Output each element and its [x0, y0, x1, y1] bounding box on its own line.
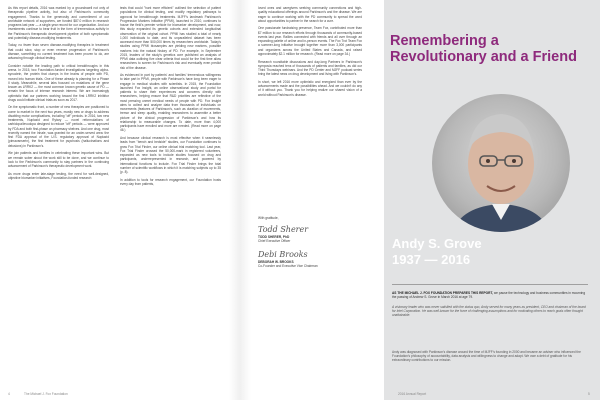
letter-paragraph: On the symptomatic front, a number of new therapies are positioned to come to market in the next two years, mostly new or drugs to address disabling motor complications, including "off" periods. In 2016, two new treatments, Nuplazid and Rytary — novel reformulations of carbidopa/levodopa designed to reduce "off" periods — were approved by FDA and both first-phase on pharmacy shelves. And one drug, most recently named the Inhale, was granted for an under-served area: the first FDA approval of the U.S. regulatory approval of Nuplazid (pimavanserin), the first treatment for psychosis (hallucinations and delusions) in Parkinson's.: [8, 105, 109, 148]
letter-column-2: [120, 6, 221, 190]
tribute-headline: Remembering a Revolutionary and a Friend: [390, 33, 577, 65]
letter-paragraph: Research roundtable discussions and day-long Partners in Parkinson's symposia reached tens of thousands of patients and families, as did our Third Thursdays webinars. And the PD Center and MJFF podcast series bring the latest news on drug development and living with Parkinson's.: [258, 59, 362, 77]
letter-paragraph: In addition to tools for research engagement, our Foundation hosts every day from patients,: [120, 177, 221, 186]
footer-title-right: 2016 Annual Report: [398, 392, 427, 396]
portrait-photo: [432, 94, 570, 232]
tribute-italic-paragraph: A visionary leader who was never satisfied with the status quo, Andy served for many years as president, CEO and chairman of the board for Intel Corporation. He was well-known for the force of challenging assumptions and for motivating others to reach goals often thought unattainable.: [392, 305, 586, 318]
letter-column-1: [8, 6, 109, 184]
letter-paragraph: We join patients and families in celebrating these important wins. But we remain sober about the work still to be done, and we continue to look to the Parkinson's community to stay partners in the continuing advancement of Parkinson's therapeutic development work.: [8, 151, 109, 169]
letter-paragraph: And because clinical research is most effective when it seamlessly leads from "bench and bedside" studies, our Foundation continues to grow Fox Trial Finder, our online clinical trial matching tool. Last year, Fox Trial Finder crossed the 50,000-mark in registered volunteers, expanded as new tools to include studies focused on drug and participants, underrepresented in research, and powered by international functions to include. Fox Trial Finder brings the total number of scientific workflows in which it is matching subjects up to 35 (p. 8).: [120, 136, 221, 175]
signer-name-todd: TODD SHERER, PhD: [258, 235, 290, 240]
letter-paragraph: loved ones and caregivers seeking community connections and high-quality educational offerings around Parkinson's and the disease. We are eager to continue working with the PD community to spread the word about opportunities to partner in the search for a cure.: [258, 6, 362, 23]
signer-name-debi: DEBORAH W. BROOKS: [258, 259, 294, 264]
tribute-name: Andy S. Grove: [392, 236, 482, 251]
letter-paragraph: As more drugs enter late-stage testing, the need for well-designed, objective biomarker initiatives, Foundation-funded research: [8, 171, 109, 180]
letter-paragraph: In short, we left 2016 more optimistic and energized than ever by the advancements made and the possibilities ahead. And we couldn't do any of it without you. Thank you for helping realize our shared vision of a world without Parkinson's disease.: [258, 79, 362, 97]
letter-paragraph: As this report details, 2016 was marked by a groundswell not only of therapeutic pipeline activity, but also of Parkinson's community engagement. Thanks to the generosity and commitment of our worldwide network of supporters, we funded $87.0 million in research programs last year — a single-year record for our organization. And our investments continue to bear fruit in the form of tremendous activity in the Parkinson's therapeutic development pipeline of both symptomatic and potentially disease-modifying treatments.: [8, 6, 109, 40]
sidebar-divider: [392, 284, 588, 285]
letter-paragraph: tests that could "hunt more efficient" outlined the selection of patient populations for clinical testing, and modify regulatory pathways to approval for breakthrough treatments. MJFF's landmark Parkinson's Progression Markers Initiative (PPMI), launched in 2010, continues to house the field's premier vehicle for biomarker development, and now, this study expanded its genetic cohorts and extended longitudinal observation of the original cohort. PPMI has studied a total of nearly 1,000 individuals to date, and its unparalleled dataset has been accessed more than 500,000 times by researchers worldwide. Today's studies using PPMI biosamples are yielding new markers, possible markers into the natural history of PD. For example, in September 2015, leaders of the study's genetics core published an analysis of PPMI data outlining five clear criteria that could for the first time allow researchers to screen for Parkinson's risk and eventually even predict risk of the disease.: [120, 6, 221, 70]
letter-paragraph: Consider notable the leading path to critical breakthroughs in this arena. In 2015, two Foundation-funded investigations targeting alpha-synuclein, the protein that clumps in the brains of people with PD, moved into human trials. One of these already is planning for a Phase II study. Meanwhile, several labs focused on mutations of the gene known as LRRK2 — the most common known genetic cause of PD — remain the focus of intense research interest. We are increasingly optimistic that our partners working toward the first LRRK2 inhibitor drugs could initiate clinical trials as soon as 2017.: [8, 63, 109, 102]
signer-title-todd: Chief Executive Officer: [258, 239, 291, 244]
signer-title-debi: Co-Founder and Executive Vice Chairman: [258, 263, 318, 268]
footer-title-left: The Michael J. Fox Foundation: [24, 392, 68, 396]
signature-debi: Debi Brooks: [258, 249, 308, 259]
tribute-lead-text: we pause the technology and business communities in mourning the passing of Andrew S. Grove in March 2016 at age 79.: [392, 291, 586, 300]
tribute-dates: 1937 — 2016: [392, 252, 471, 267]
letter-paragraph: One passionate fundraising presence, Team Fox, contributed more than $7 million to our research efforts through thousands of community-based events last year. Rallies connected with friends and all over through an expanding palette of online and in-person events. The Fox Trot Team Fox a summer-long initiative brought together more than 3,000 participants and organizers across the United States and Canada, and raised approximately $2.1 million for research. (Read more on page 34.): [258, 26, 362, 56]
page-number-right: 5: [588, 392, 590, 396]
signature-area: [258, 216, 318, 268]
tribute-lead-bold: AS THE MICHAEL J. FOX FOUNDATION PREPARES THIS REPORT,: [392, 291, 493, 295]
tribute-paragraph: Andy was diagnosed with Parkinson's disease around the time of MJFF's founding in 2000 and became an adviser who influenced the Foundation's philosophy of accountability, data analysis and willingness to change and adapt. We owe a debt of gratitude for his extraordinary contributions to our mission.: [392, 350, 581, 363]
signature-todd: Todd Sherer: [258, 225, 309, 235]
page-gutter: [229, 0, 251, 400]
page-number-left: 4: [8, 392, 10, 396]
letter-paragraph: As evidenced in part by patients' and families' tremendous willingness to take part in PPMI, people with Parkinson's have long been eager to engage in medical studies with scientists. In 2015, the Foundation launched Fox Insight, an online observational study and portal for patients to share their experiences and concerns directly with researchers, helping ensure that R&D priorities are reflective of the most pressing unmet medical needs of people with PD. Fox Insight aims to collect and analyze data from thousands of individuals on movements (features of Parkinson's, such as duration of movements, tremor and sleep quality, enabling researchers to assemble a better picture of the clinical progression of Parkinson's and how its relationship to measurable changes. To date, more than 4,000 participants have enrolled and more are needed. (Read more on page 46.): [120, 73, 221, 133]
letter-column-3: [258, 6, 362, 100]
with-gratitude: With gratitude,: [258, 216, 279, 220]
letter-paragraph: Today, no fewer than seven disease-modifying therapies in treatment that could slow, stop or even reverse progression of Parkinson's disease, something no current treatment has been proven to do, are advancing through clinical testing.: [8, 43, 109, 61]
tribute-lead: [392, 291, 588, 299]
